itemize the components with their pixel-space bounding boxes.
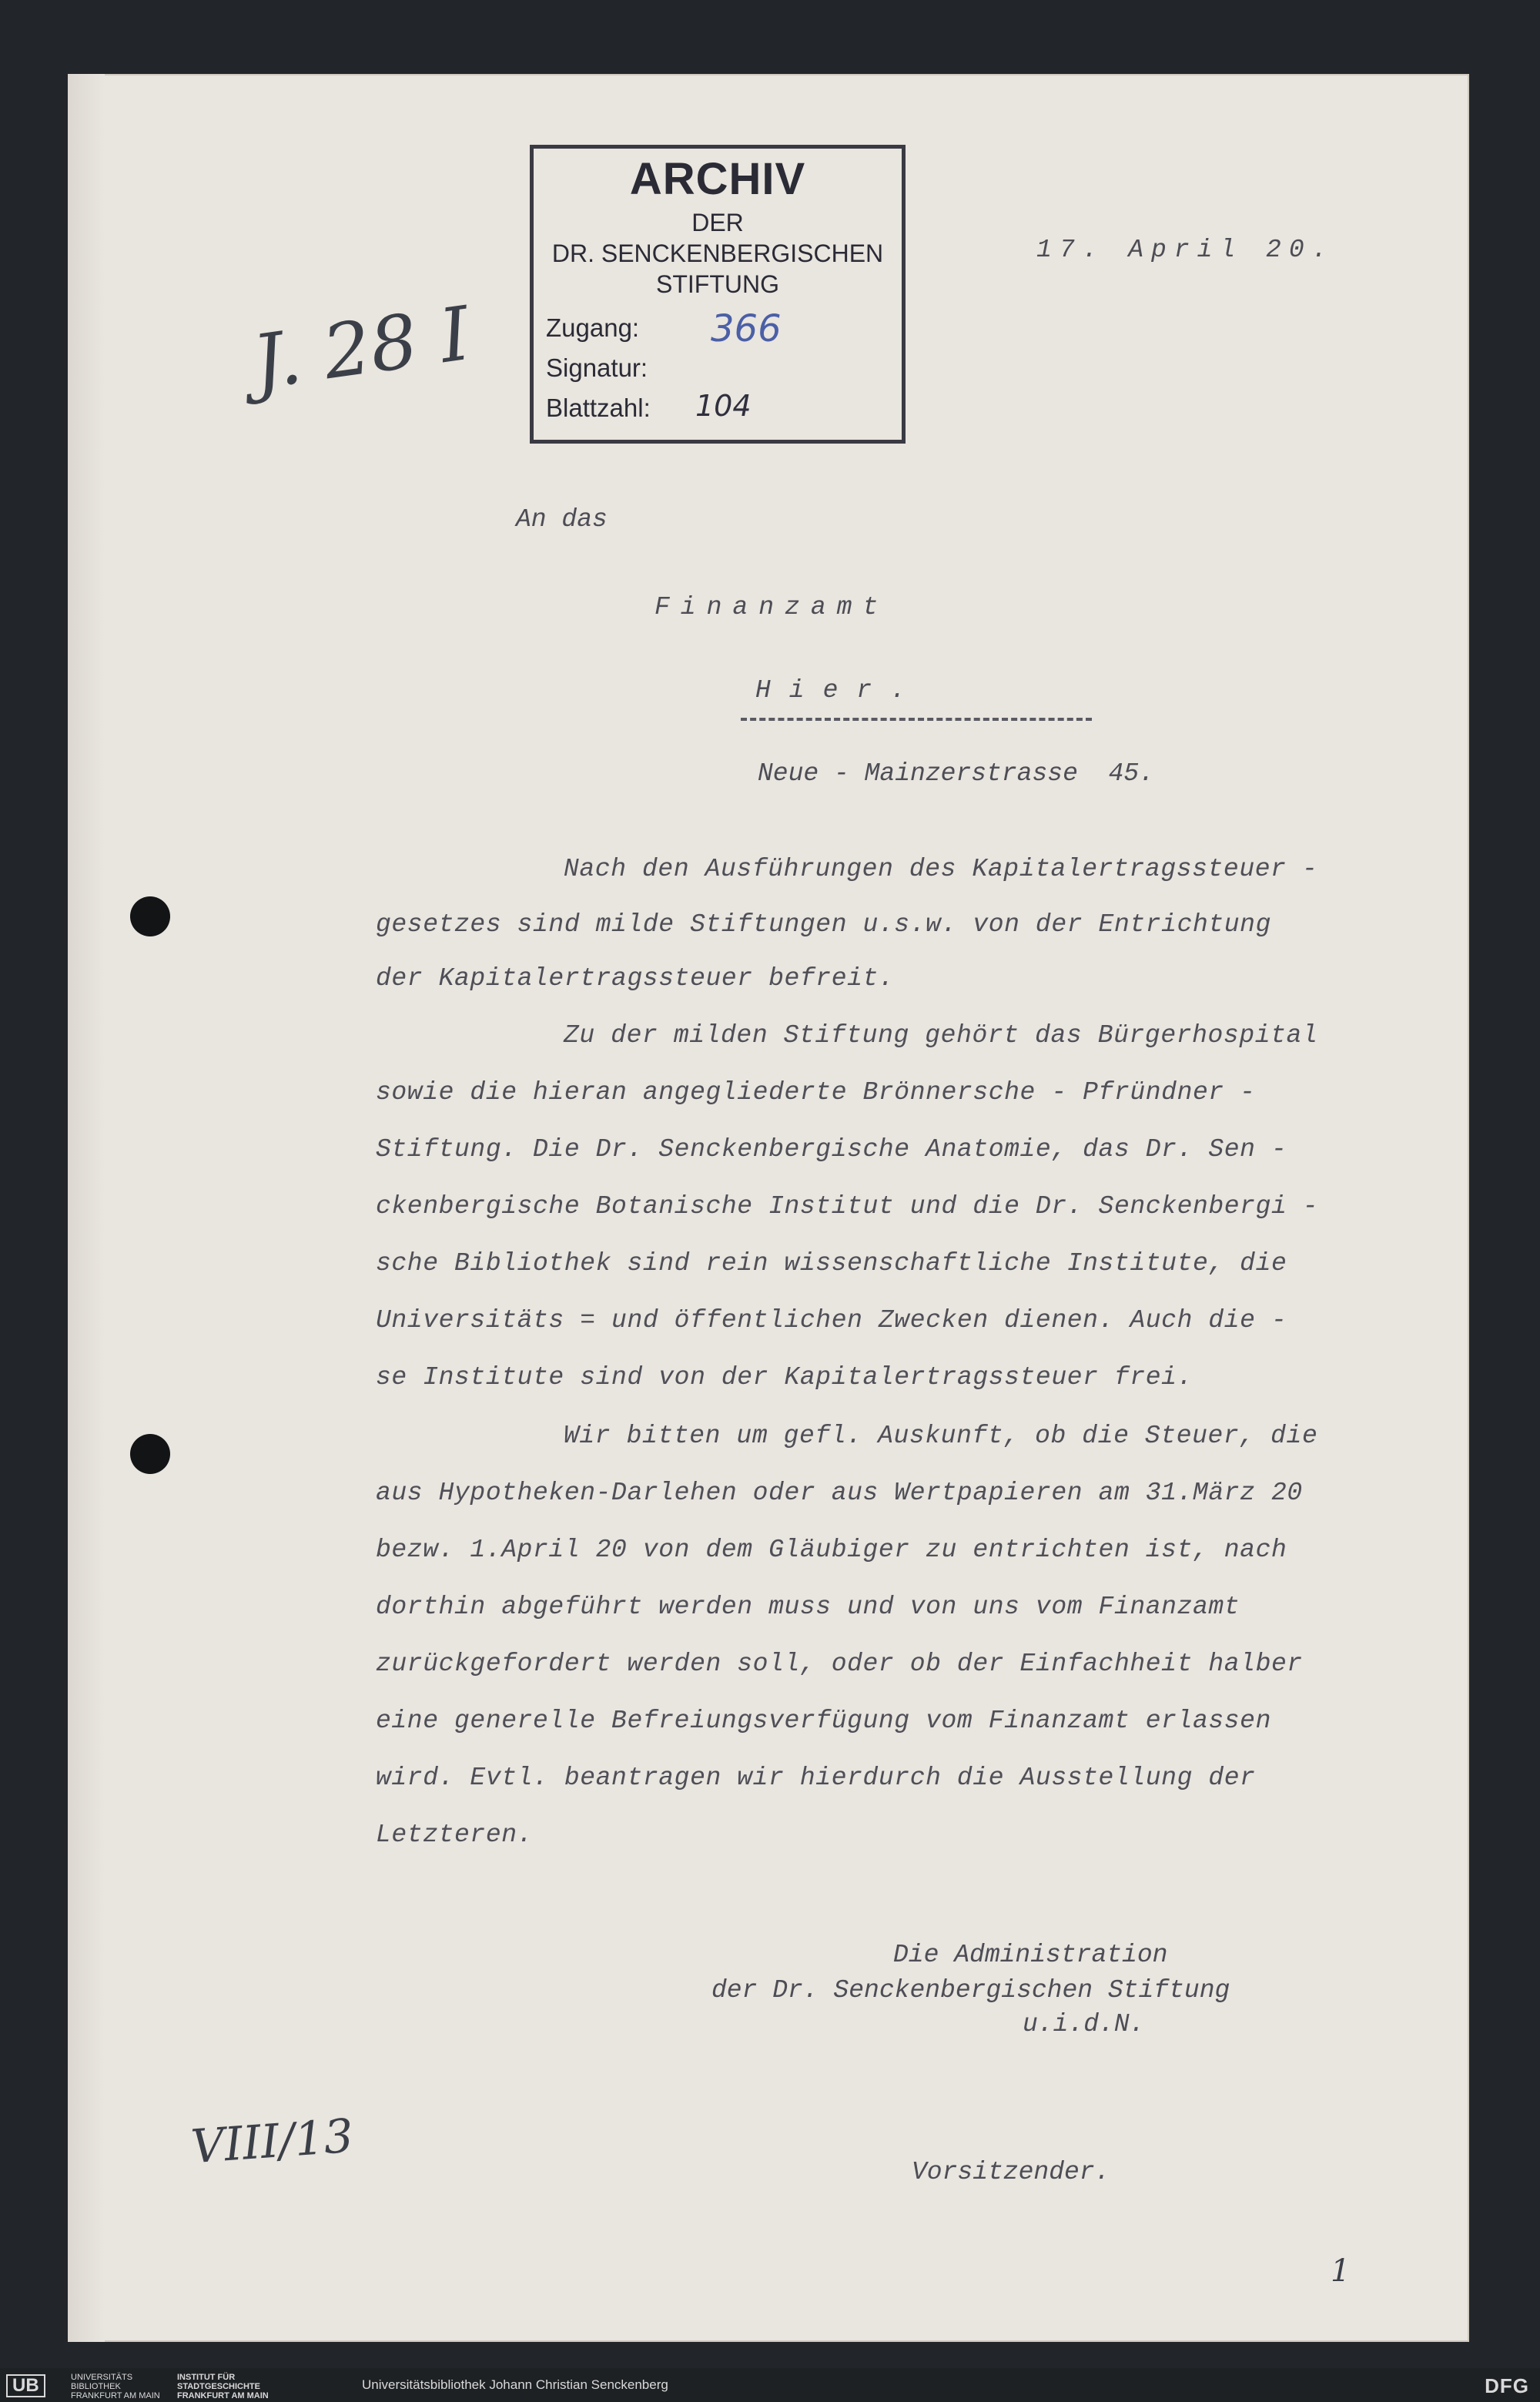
body-line: Universitäts = und öffentlichen Zwecken dienen. Auch die - [376,1306,1287,1335]
body-line: dorthin abgeführt werden muss und von uns vom Finanzamt [376,1593,1240,1621]
ub-logo-text: UNIVERSITÄTS BIBLIOTHEK FRANKFURT AM MAIN [71,2373,160,2400]
stamp-blattzahl-label: Blattzahl: [546,394,651,422]
footer-bar [0,2368,1540,2402]
body-line: ckenbergische Botanische Institut und die Dr. Senckenbergi - [376,1192,1319,1221]
recipient-underline [741,718,1092,721]
stamp-line-senckenbergischen: DR. SENCKENBERGISCHEN [551,240,884,267]
paper-edge [68,74,105,2342]
recipient-line-2: Finanzamt [654,593,889,621]
library-name: Universitätsbibliothek Johann Christian Senckenberg [362,2377,668,2392]
dfg-logo: DFG [1485,2374,1529,2397]
body-line: Nach den Ausführungen des Kapitalertragssteuer - [564,855,1318,883]
punch-hole-top [130,896,170,936]
body-line: Letzteren. [376,1821,534,1849]
body-line: Zu der milden Stiftung gehört das Bürgerhospital [564,1021,1318,1050]
archive-stamp [530,145,906,444]
body-line: sowie die hieran angegliederte Brönnersche - Pfründner - [376,1078,1256,1107]
handwritten-reference-top: J. 28 I [247,290,476,407]
stamp-signatur-label: Signatur: [546,353,648,382]
document-page [68,74,1469,2342]
stamp-line-stiftung: STIFTUNG [656,270,779,298]
body-line: aus Hypotheken-Darlehen oder aus Wertpapieren am 31.März 20 [376,1479,1303,1507]
handwritten-reference-bottom: VIII/13 [189,2109,356,2175]
stamp-line-der: DER [691,209,744,236]
stamp-zugang-value: 366 [711,307,782,350]
body-line: zurückgefordert werden soll, oder ob der Einfachheit halber [376,1650,1303,1678]
handwritten-page-number: 1 [1331,2253,1351,2289]
signature-line-3: u.i.d.N. [1023,2010,1145,2039]
body-line: gesetzes sind milde Stiftungen u.s.w. von der Entrichtung [376,910,1271,939]
body-line: wird. Evtl. beantragen wir hierdurch die Ausstellung der [376,1764,1256,1792]
body-line: Wir bitten um gefl. Auskunft, ob die Steuer, die [564,1422,1318,1450]
body-line: se Institute sind von der Kapitalertragssteuer frei. [376,1363,1193,1392]
stamp-title: ARCHIV [629,154,806,204]
institute-logo-text: INSTITUT FÜR STADTGESCHICHTE FRANKFURT AM MAIN [177,2373,269,2400]
punch-hole-bottom [130,1434,170,1474]
body-line: sche Bibliothek sind rein wissenschaftliche Institute, die [376,1249,1287,1278]
body-line: der Kapitalertragssteuer befreit. [376,964,895,993]
body-line: bezw. 1.April 20 von dem Gläubiger zu entrichten ist, nach [376,1536,1287,1564]
signature-line-1: Die Administration [893,1941,1168,1969]
recipient-address: Neue - Mainzerstrasse 45. [758,759,1154,788]
signature-line-2: der Dr. Senckenbergischen Stiftung [711,1976,1230,2005]
letter-date: 17. April 20. [1036,236,1335,264]
ub-logo: UB [6,2374,45,2397]
stamp-zugang-label: Zugang: [546,313,640,342]
body-line: eine generelle Befreiungsverfügung vom Finanzamt erlassen [376,1707,1271,1735]
stamp-blattzahl-value: 104 [695,389,752,423]
recipient-line-3: Hier. [755,676,925,705]
signature-line-4: Vorsitzender. [912,2158,1110,2186]
recipient-line-1: An das [516,505,608,534]
body-line: Stiftung. Die Dr. Senckenbergische Anatomie, das Dr. Sen - [376,1135,1287,1164]
